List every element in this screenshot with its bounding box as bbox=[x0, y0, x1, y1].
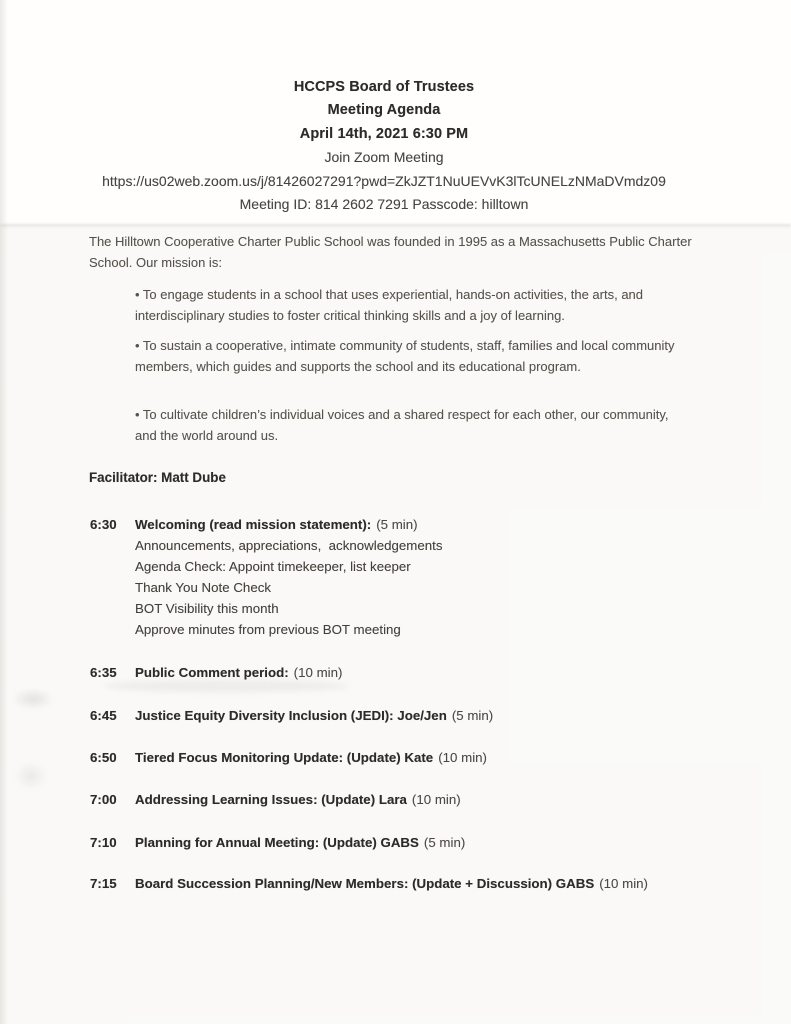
meeting-id-line: Meeting ID: 814 2602 7291 Passcode: hilltown bbox=[239, 196, 529, 213]
agenda-subitem: Agenda Check: Appoint timekeeper, list keeper bbox=[135, 559, 411, 574]
zoom-url: https://us02web.zoom.us/j/81426027291?pwd=ZkJZT1NuUEVvK3lTcUNELzNMaDVmdz09 bbox=[102, 172, 666, 189]
agenda-title: Board Succession Planning/New Members: (Update + Discussion) GABS bbox=[135, 876, 595, 891]
agenda-time: 6:30 bbox=[90, 517, 117, 532]
agenda-title: Planning for Annual Meeting: (Update) GABS bbox=[135, 835, 419, 850]
document-header bbox=[0, 76, 768, 216]
agenda-time: 6:50 bbox=[90, 750, 117, 765]
scan-seam-line bbox=[0, 224, 791, 227]
agenda-duration: (5 min) bbox=[376, 517, 418, 532]
agenda-item bbox=[90, 747, 710, 768]
doc-datetime: April 14th, 2021 6:30 PM bbox=[299, 125, 469, 142]
agenda-title: Welcoming (read mission statement): bbox=[135, 517, 372, 532]
agenda-duration: (10 min) bbox=[293, 665, 343, 680]
agenda-subitem: Announcements, appreciations, acknowledgements bbox=[135, 538, 443, 553]
agenda-subitem: BOT Visibility this month bbox=[135, 601, 279, 616]
agenda-subitem: Approve minutes from previous BOT meeting bbox=[135, 622, 401, 637]
doc-subtitle: Meeting Agenda bbox=[327, 102, 441, 119]
agenda-duration: (5 min) bbox=[423, 835, 466, 850]
scan-artifact bbox=[12, 688, 54, 710]
agenda-time: 7:15 bbox=[90, 876, 117, 891]
agenda-time: 7:00 bbox=[90, 792, 117, 807]
agenda-time: 7:10 bbox=[90, 835, 117, 850]
agenda-item bbox=[90, 832, 710, 853]
agenda-item bbox=[90, 873, 710, 894]
agenda-time: 6:45 bbox=[90, 708, 117, 723]
agenda-subitem: Thank You Note Check bbox=[135, 580, 272, 595]
agenda-title: Public Comment period: bbox=[135, 665, 289, 680]
agenda-item bbox=[90, 705, 710, 726]
agenda-item bbox=[90, 514, 710, 640]
agenda-title: Tiered Focus Monitoring Update: (Update) Kate bbox=[135, 750, 434, 765]
agenda-duration: (10 min) bbox=[411, 792, 461, 807]
agenda-title: Addressing Learning Issues: (Update) Lara bbox=[135, 792, 407, 807]
agenda-time: 6:35 bbox=[90, 665, 117, 680]
doc-title: HCCPS Board of Trustees bbox=[293, 79, 475, 95]
agenda-item bbox=[90, 789, 710, 810]
join-zoom-label: Join Zoom Meeting bbox=[324, 149, 444, 166]
scan-artifact bbox=[14, 762, 48, 790]
agenda-duration: (10 min) bbox=[438, 750, 487, 765]
agenda-duration: (10 min) bbox=[599, 876, 648, 891]
agenda-title: Justice Equity Diversity Inclusion (JEDI): Joe/Jen bbox=[135, 708, 447, 723]
intro-paragraph: The Hilltown Cooperative Charter Public School was founded in 1995 as a Massachusetts Public Charter School. Our mission is: bbox=[89, 234, 692, 270]
mission-bullet: • To sustain a cooperative, intimate community of students, staff, families and local community members, which guides and supports the school and its educational program. bbox=[135, 338, 675, 374]
facilitator-line: Facilitator: Matt Dube bbox=[89, 470, 226, 485]
agenda-item bbox=[90, 662, 710, 683]
mission-bullet: • To engage students in a school that uses experiential, hands-on activities, the arts, and interdisciplinary studies to foster critical thinking skills and a joy of learning. bbox=[135, 287, 644, 323]
agenda-duration: (5 min) bbox=[451, 708, 494, 723]
mission-bullet: • To cultivate children’s individual voices and a shared respect for each other, our community, and the world around us. bbox=[135, 407, 669, 443]
agenda-subitems bbox=[135, 535, 710, 640]
